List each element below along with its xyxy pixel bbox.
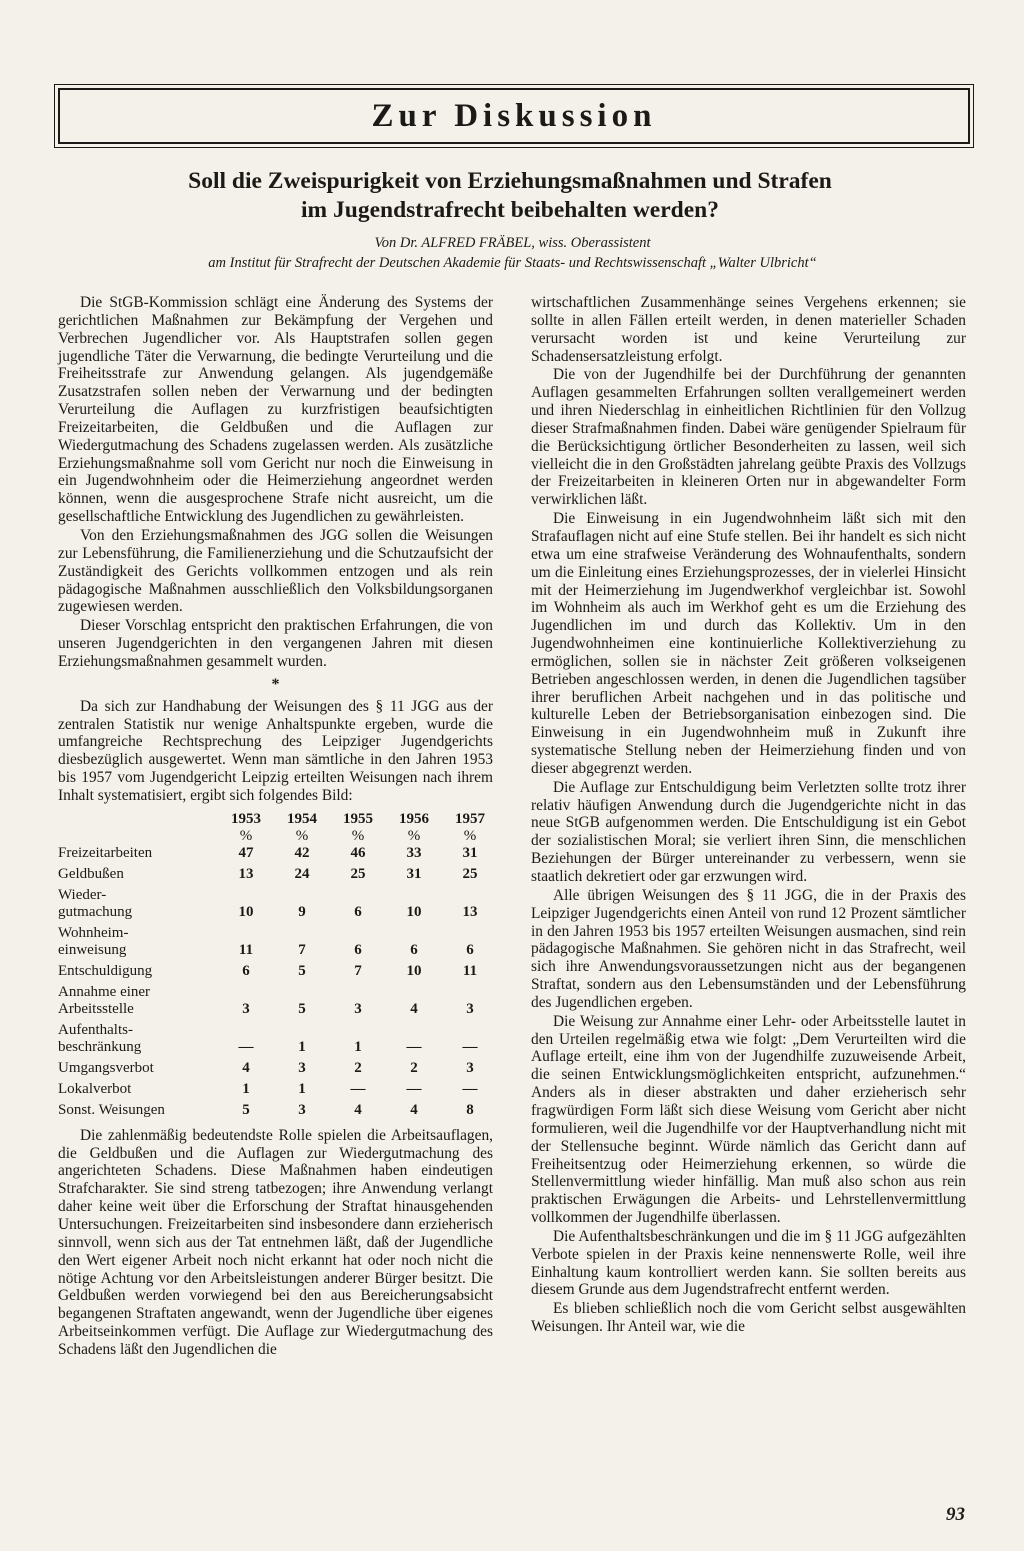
table-cell: — [238,1038,254,1055]
table-cell: 7 [298,941,306,958]
byline-line-2: am Institut für Strafrecht der Deutschen Akademie für Staats- und Rechtswissenschaft „Walter Ulbricht“ [208,255,817,271]
section-divider: * [271,675,280,693]
year-header: 1955 % [343,810,373,844]
table-body [58,845,498,1123]
table-header-row [58,811,498,845]
article-headline [80,167,940,225]
table-row [58,866,498,887]
table-row [58,887,498,925]
table-cell: 10 [406,962,422,979]
headline-line-1: Soll die Zweispurigkeit von Erziehungsmaßnahmen und Strafen [188,168,832,194]
table-cell: 4 [242,1059,250,1076]
table-cell: 47 [238,844,254,861]
table-cell: 11 [462,962,478,979]
table-cell: 24 [294,865,310,882]
table-cell: — [462,1080,478,1097]
headline-line-2: im Jugendstrafrecht beibehalten werden? [301,197,719,223]
table-cell: 10 [406,903,422,920]
section-header-box [58,88,970,144]
table-cell: 6 [466,941,474,958]
table-cell: 25 [350,865,366,882]
section-title: Zur Diskussion [371,97,657,134]
paragraph: Die Auflage zur Entschuldigung beim Verletzten sollte trotz ihrer relativ häufigen Anwendung durch die Jugendgerichte nicht in das neue StGB aufgenommen werden. Die Entschuldigung ist ein Gebot der sozialistischen Moral; sie verliert ihren Sinn, die menschlichen Beziehungen der Bürger untereinander zu verbessern, wenn sie staatlich dekretiert oder gar erzwungen wird. [531,778,966,885]
table-cell: 9 [298,903,306,920]
table-cell: 13 [462,903,478,920]
row-label: Wohnheim- einweisung [58,924,129,958]
table-cell: 7 [354,962,362,979]
table-row [58,963,498,984]
table-cell: 33 [406,844,422,861]
table-cell: 4 [410,1000,418,1017]
table-corner [58,811,218,845]
table-cell: 2 [410,1059,418,1076]
table-cell: 3 [354,1000,362,1017]
table-cell: 6 [354,941,362,958]
left-column [58,294,493,1360]
row-label: Aufenthalts- beschränkung [58,1021,142,1055]
paragraph: wirtschaftlichen Zusammenhänge seines Vergehens erkennen; sie sollte in allen Fällen erteilt werden, in denen materieller Schaden verursacht worden ist und keine Verurteilung zur Schadensersatzleistung erfolgt. [531,294,966,365]
table-cell: 3 [466,1000,474,1017]
table-cell: 6 [410,941,418,958]
table-cell: 1 [298,1080,306,1097]
table-cell: 5 [298,962,306,979]
byline-line-1: Von Dr. ALFRED FRÄBEL, wiss. Oberassistent [374,235,651,251]
table-cell: 2 [354,1059,362,1076]
table-cell: 5 [298,1000,306,1017]
row-label: Wieder- gutmachung [58,886,133,920]
row-label: Geldbußen [58,865,124,882]
table-cell: 1 [298,1038,306,1055]
table-row [58,845,498,866]
paragraph: Es blieben schließlich noch die vom Gericht selbst ausgewählten Weisungen. Ihr Anteil war, wie die [531,1300,966,1336]
table-cell: 1 [354,1038,362,1055]
table-cell: 3 [242,1000,250,1017]
row-label: Umgangsverbot [58,1059,154,1076]
table-cell: 13 [238,865,254,882]
table-row [58,984,498,1022]
table-row [58,1060,498,1081]
paragraph: Die zahlenmäßig bedeutendste Rolle spielen die Arbeitsauflagen, die Geldbußen und die Auflagen zur Wiedergutmachung des angerichteten Schadens. Diese Maßnahmen haben eindeutigen Strafcharakter. Sie sind streng tatbezogen; ihre Anwendung verlangt daher keine weit über die Erforschung der Straftat hinausgehenden Untersuchungen. Freizeitarbeiten sind insbesondere dann erzieherisch sinnvoll, wenn sich aus der Tat entnehmen läßt, daß der Jugendliche den Wert eigener Arbeit noch nicht erkannt hat oder noch nicht die nötige Achtung vor den Arbeitsleistungen anderer Bürger besitzt. Die Geldbußen werden vorwiegend bei den aus Bereicherungsabsicht begangenen Straftaten angewandt, wenn der Jugendliche über eigenes Arbeitseinkommen verfügt. Die Auflage zur Wiedergutmachung des Schadens läßt den Jugendlichen die [58,1126,493,1358]
paragraph: Die Einweisung in ein Jugendwohnheim läßt sich mit den Strafauflagen nicht auf eine Stufe stellen. Bei ihr handelt es sich nicht etwa um eine strafweise Veränderung des Wohnaufenthalts, sondern um die Einleitung eines Erziehungsprozesses, der in vielerlei Hinsicht mit der Heimerziehung im Jugendwerkhof vergleichbar ist. Sowohl im Wohnheim als auch im Werkhof geht es um die Erziehung des Jugendlichen im und durch das Kollektiv. Um in den Jugendwohnheimen eine kontinuierliche Kollektiverziehung zu ermöglichen, sollen sie in nächster Zeit größeren volkseigenen Betrieben angeschlossen werden, in denen die Jugendlichen tagsüber ihrer beruflichen Arbeit nachgehen und in das politische und kulturelle Leben der Betriebsorganisation einbezogen sind. Die Einweisung in ein Jugendwohnheim muß in Zukunft ihre systematische Stellung neben der Heimerziehung finden und von dieser abgegrenzt werden. [531,510,966,777]
table-cell: 4 [354,1101,362,1118]
table-cell: 11 [238,941,254,958]
table-cell: — [462,1038,478,1055]
year-header: 1954 % [287,810,317,844]
year-header: 1953 % [231,810,261,844]
table-row [58,925,498,963]
paragraph: Die StGB-Kommission schlägt eine Änderung des Systems der gerichtlichen Maßnahmen zur Bekämpfung der Vergehen und Verbrechen Jugendlicher vor. Als Hauptstrafen sollen gegen jugendliche Täter die Verwarnung, die bedingte Verurteilung und die Freiheitsstrafe zur Anwendung gelangen. Als jugendgemäße Zusatzstrafen sollen neben der Verwarnung und der bedingten Verurteilung die Auflagen zu kurzfristigen beaufsichtigten Freizeitarbeiten, die Geldbußen und die Auflagen zur Wiedergutmachung des Schadens zugelassen werden. Als zusätzliche Erziehungsmaßnahme soll vom Gericht nur noch die Einweisung in ein Jugendwohnheim oder die Heimerziehung angeordnet werden können, wenn die ausgesprochene Strafe nicht ausreicht, um die gesellschaftliche Entwicklung des Jugendlichen zu gewährleisten. [58,294,493,526]
row-label: Annahme einer Arbeitsstelle [58,983,151,1017]
right-column [531,294,966,1337]
row-label: Entschuldigung [58,962,153,979]
table-cell: 8 [466,1101,474,1118]
table-cell: 46 [350,844,366,861]
instructions-statistics-table [58,811,498,1123]
table-row [58,1102,498,1123]
paragraph: Alle übrigen Weisungen des § 11 JGG, die in der Praxis des Leipziger Jugendgerichts einen Anteil von rund 12 Prozent sämtlicher in den Jahren 1953 bis 1957 erteilten Weisungen ausmachen, sind rein pädagogische Maßnahmen. Sie gehören nicht in das Strafrecht, weil sich ihre Anwendungsvoraussetzungen nicht aus der begangenen Straftat, sondern aus den Lebensumständen und der Lebensführung des Jugendlichen ergeben. [531,886,966,1011]
paragraph: Von den Erziehungsmaßnahmen des JGG sollen die Weisungen zur Lebensführung, die Familienerziehung und die Schutzaufsicht der Zuständigkeit des Gerichts vollkommen entzogen und als rein pädagogische Maßnahmen ausschließlich den Volksbildungsorganen zugewiesen werden. [58,526,493,616]
year-header: 1956 % [399,810,429,844]
table-cell: — [406,1038,422,1055]
article-byline [40,233,985,273]
paragraph: Da sich zur Handhabung der Weisungen des § 11 JGG aus der zentralen Statistik nur wenige Anhaltspunkte ergeben, wurde die umfangreiche Rechtsprechung des Leipziger Jugendgerichts diesbezüglich ausgewertet. Wenn man sämtliche in den Jahren 1953 bis 1957 vom Jugendgericht Leipzig erteilten Weisungen nach ihrem Inhalt systematisiert, ergibt sich folgendes Bild: [58,697,493,804]
row-label: Sonst. Weisungen [58,1101,165,1118]
table-cell: 25 [462,865,478,882]
row-label: Lokalverbot [58,1080,132,1097]
table-cell: 10 [238,903,254,920]
table-cell: 4 [410,1101,418,1118]
table-row [58,1022,498,1060]
table-cell: 5 [242,1101,250,1118]
paragraph: Die von der Jugendhilfe bei der Durchführung der genannten Auflagen gesammelten Erfahrungen sollten verallgemeinert werden und ihren Niederschlag in einheitlichen Richtlinien für den Vollzug dieser Strafmaßnahmen finden. Dabei wäre genügender Spielraum für die Berücksichtigung örtlicher Besonderheiten zu lassen, weil sich vielleicht die in den Großstädten jahrelang geübte Praxis des Vollzugs der Freizeitarbeiten in kleineren Orten nur in abgewandelter Form verwirklichen läßt. [531,366,966,509]
table-cell: 3 [466,1059,474,1076]
table-cell: 31 [462,844,478,861]
table-cell: 6 [242,962,250,979]
table-cell: 3 [298,1059,306,1076]
table-cell: 31 [406,865,422,882]
table-cell: 6 [354,903,362,920]
table-cell: 3 [298,1101,306,1118]
paragraph: Die Weisung zur Annahme einer Lehr- oder Arbeitsstelle lautet in den Urteilen regelmäßig etwa wie folgt: „Dem Verurteilten wird die Auflage erteilt, eine ihm von der Jugendhilfe zuzuweisende Arbeit, die seinen Entwicklungsmöglichkeiten entspricht, aufzunehmen.“ Anders als in dieser abstrakten und daher erzieherisch sehr fragwürdigen Form läßt sich diese Weisung vom Gericht aber nicht formulieren, weil die Jugendhilfe vor der Hauptverhandlung nicht mit der Stellensuche beginnt. Würde nämlich das Gericht dann auf Freiheitsentzug oder Heimerziehung erkennen, so würde die Stellenvermittlung wieder hinfällig. Man muß also schon aus rein praktischen Erwägungen die Arbeits- und Lehrstellenvermittlung vollkommen der Jugendhilfe überlassen. [531,1012,966,1227]
table-cell: — [350,1080,366,1097]
table-cell: — [406,1080,422,1097]
year-header: 1957 % [455,810,485,844]
table-cell: 42 [294,844,310,861]
table-row [58,1081,498,1102]
page-number: 93 [946,1504,965,1525]
paragraph: Die Aufenthaltsbeschränkungen und die im § 11 JGG aufgezählten Verbote spielen in der Praxis keine nennenswerte Rolle, weil ihre Einhaltung kaum kontrolliert werden kann. Sie sollten bereits aus diesem Grunde aus dem Jugendstrafrecht entfernt werden. [531,1227,966,1299]
table-cell: 1 [242,1080,250,1097]
row-label: Freizeitarbeiten [58,844,153,861]
paragraph: Dieser Vorschlag entspricht den praktischen Erfahrungen, die von unseren Jugendgerichten in den vergangenen Jahren mit diesen Erziehungsmaßnahmen gesammelt wurden. [58,617,493,670]
